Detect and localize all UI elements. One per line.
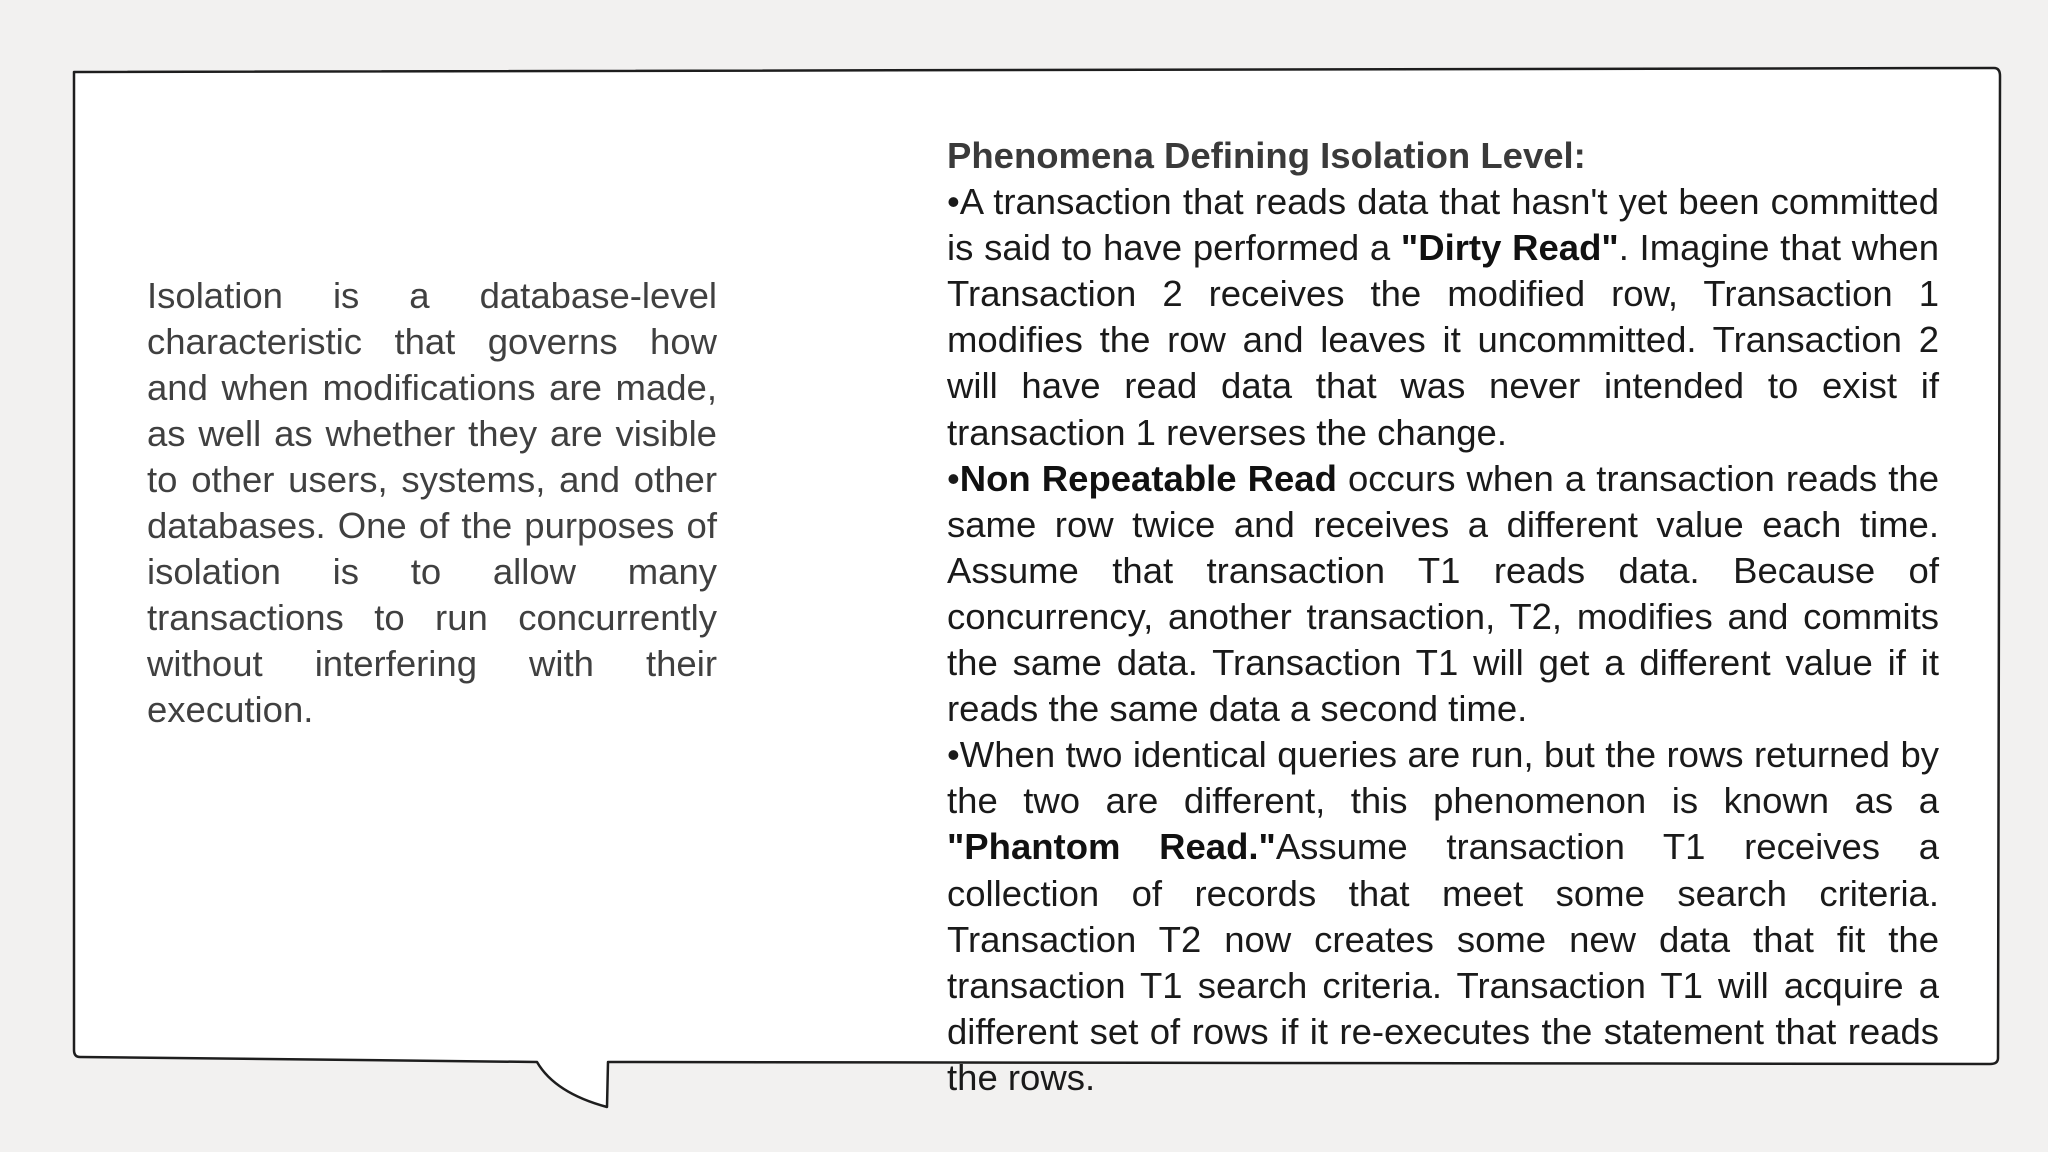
phenomena-heading: Phenomena Defining Isolation Level: (947, 135, 1586, 176)
phenomena-section (947, 133, 1939, 1101)
phantom-read-bullet (947, 732, 1939, 1101)
bullet-marker: • (947, 457, 960, 499)
isolation-description: Isolation is a database-level characteristic that governs how and when modifications are made, as well as whether they are visible to other users, systems, and other databases. One of the purposes of isolation is to allow many transactions to run concurrently without interfering with their execution. (147, 275, 717, 730)
phantom-read-term: "Phantom Read." (947, 826, 1276, 868)
phantom-read-explanation: Assume transaction T1 receives a collection of records that meet some search criteria. Transaction T2 now creates some new data that fit the transaction T1 search criteria. Transaction T1 will acquire a different set of rows if it re-executes the statement that reads the rows. (947, 826, 1939, 1098)
non-repeatable-read-explanation: occurs when a transaction reads the same row twice and receives a different value each time. Assume that transaction T1 reads data. Because of concurrency, another transaction, T2, modifies and commits the same data. Transaction T1 will get a different value if it reads the same data a second time. (947, 457, 1939, 730)
dirty-read-term: "Dirty Read" (1400, 227, 1619, 269)
dirty-read-explanation: . Imagine that when Transaction 2 receives the modified row, Transaction 1 modifies the row and leaves it uncommitted. Transaction 2 will have read data that was never intended to exist if transaction 1 reverses the change. (947, 227, 1940, 453)
non-repeatable-read-term: Non Repeatable Read (959, 457, 1337, 499)
non-repeatable-read-bullet (947, 456, 1939, 733)
phantom-read-text: •When two identical queries are run, but the rows returned by the two are different, this phenomenon is known as a (947, 734, 1939, 822)
dirty-read-text: •A transaction that reads data that hasn't yet been committed is said to have performed a (947, 181, 1939, 269)
dirty-read-bullet (947, 179, 1939, 456)
